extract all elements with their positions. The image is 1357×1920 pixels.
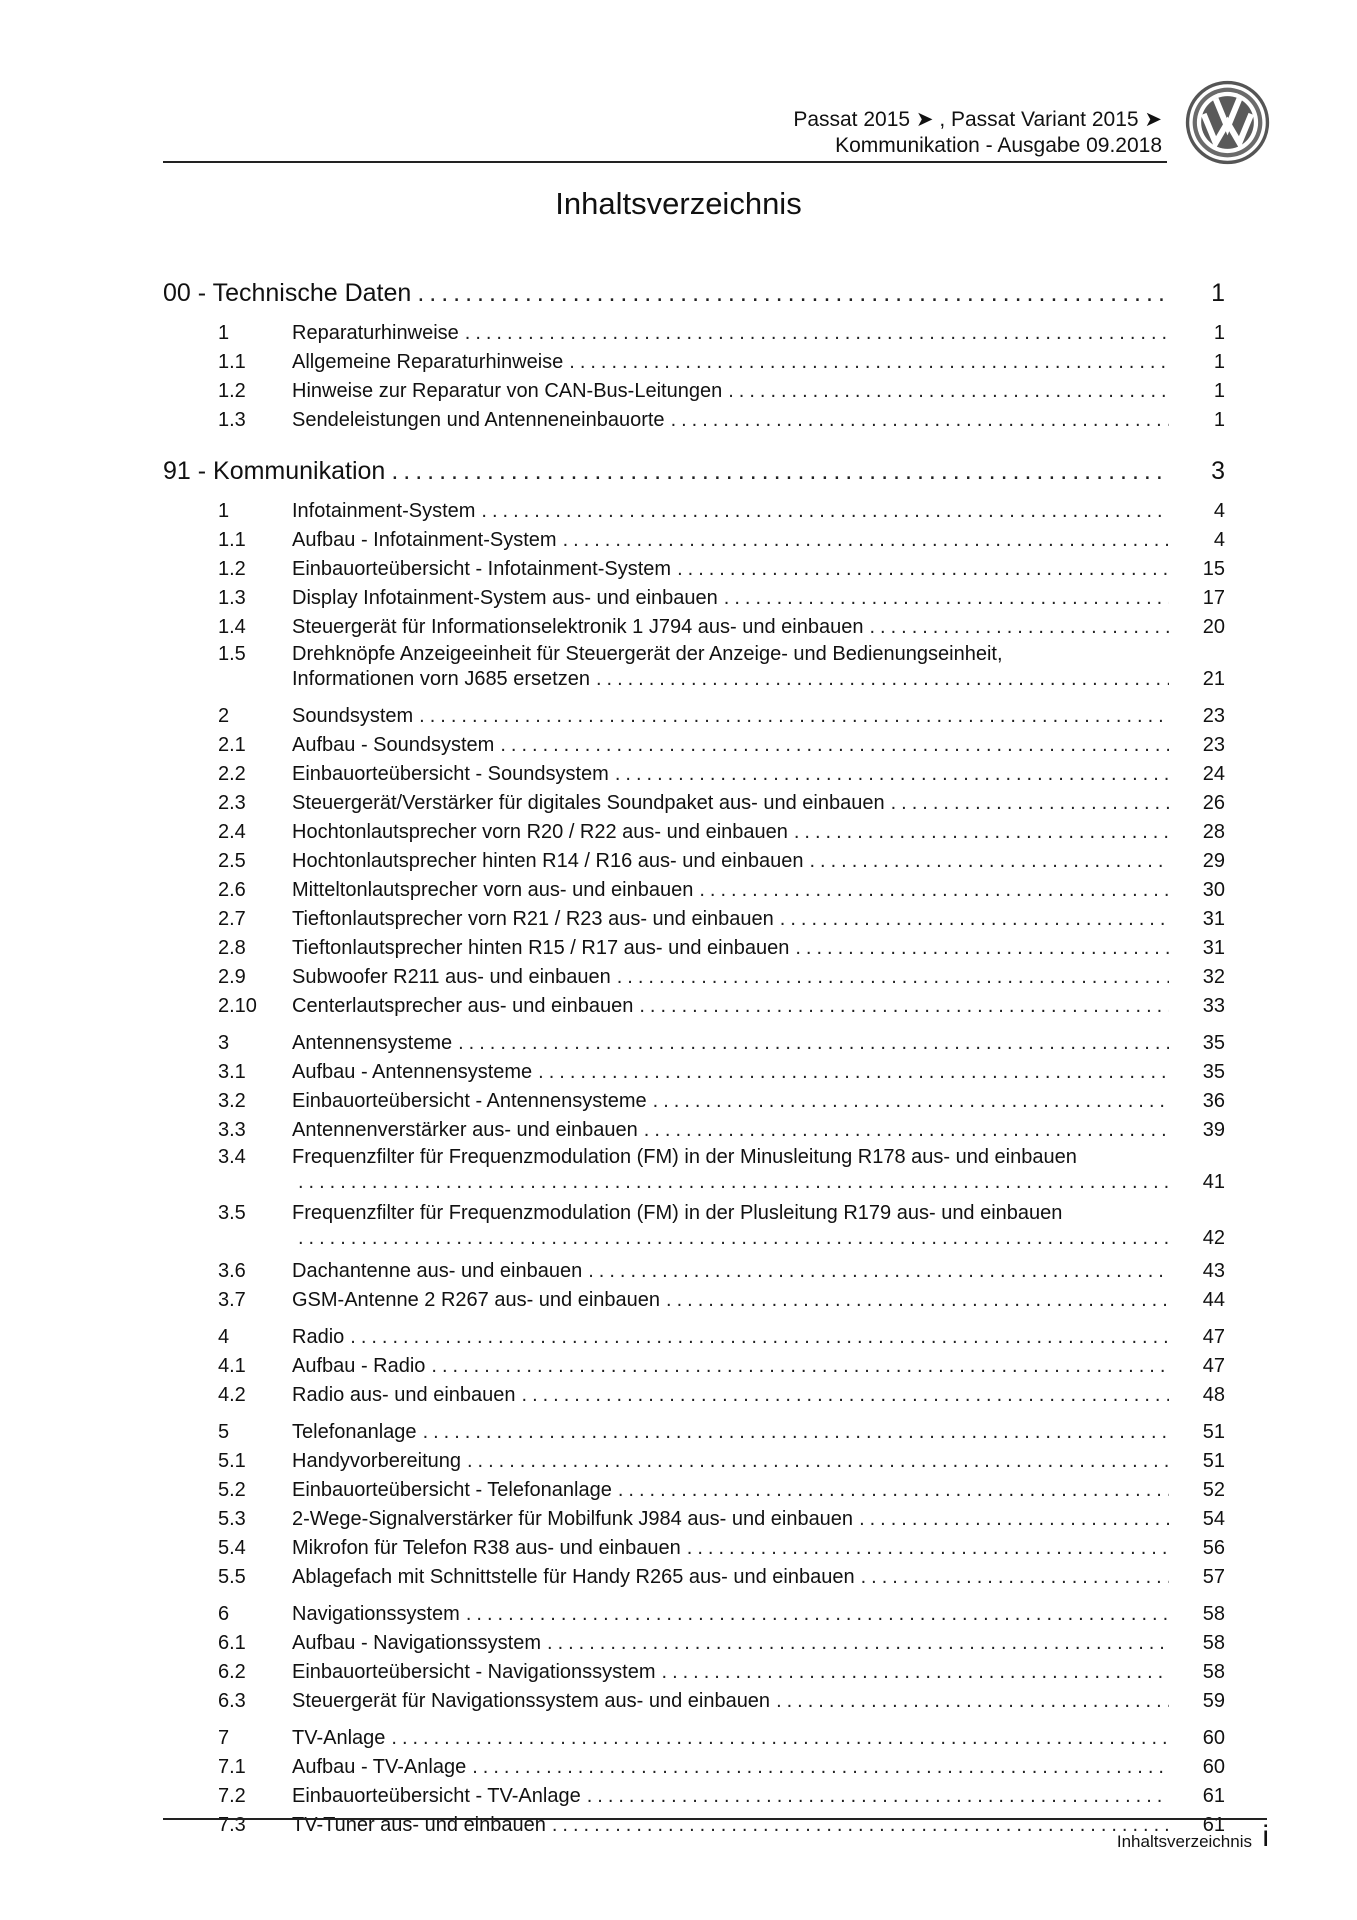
dot-leader xyxy=(522,1384,1169,1407)
toc-entry-page: 47 xyxy=(1202,1355,1225,1377)
toc-entry[interactable] xyxy=(163,1378,1225,1407)
toc-entry-page: 61 xyxy=(1202,1814,1225,1836)
dot-leader xyxy=(617,966,1169,989)
toc-section[interactable] xyxy=(163,1024,1225,1055)
toc-entry-page: 15 xyxy=(1202,558,1225,580)
toc-entry-title: Allgemeine Reparaturhinweise xyxy=(292,351,564,373)
toc-entry-number: 2.4 xyxy=(218,821,246,843)
dot-leader xyxy=(419,705,1169,728)
dot-leader xyxy=(472,1756,1169,1779)
toc-entry-title: 91 - Kommunikation xyxy=(163,457,386,485)
toc-entry-title: Handyvorbereitung xyxy=(292,1450,461,1472)
toc-entry[interactable] xyxy=(163,873,1225,902)
toc-entry-title: GSM-Antenne 2 R267 aus- und einbauen xyxy=(292,1289,661,1311)
toc-entry[interactable] xyxy=(163,931,1225,960)
toc-entry[interactable] xyxy=(163,757,1225,786)
dot-leader xyxy=(500,734,1169,757)
toc-entry-number: 2.7 xyxy=(218,908,246,930)
toc-entry-number: 2.2 xyxy=(218,763,246,785)
toc-entry[interactable] xyxy=(163,1473,1225,1502)
toc-entry-number: 1.2 xyxy=(218,380,246,402)
toc-chapter[interactable] xyxy=(163,438,1225,486)
toc-entry[interactable] xyxy=(163,1254,1225,1283)
header-models: Passat 2015 ➤ , Passat Variant 2015 ➤ xyxy=(793,108,1162,131)
toc-entry-page: 17 xyxy=(1202,587,1225,609)
toc-entry-number: 1.3 xyxy=(218,409,246,431)
toc-entry-number: 2.10 xyxy=(218,995,257,1017)
toc-entry-title-continued: Informationen vorn J685 ersetzen xyxy=(292,668,590,690)
toc-entry-number: 3.1 xyxy=(218,1061,246,1083)
dot-leader xyxy=(699,879,1169,902)
dot-leader xyxy=(538,1061,1169,1084)
toc-entry-title: Tieftonlautsprecher vorn R21 / R23 aus- und einbauen xyxy=(292,908,774,930)
toc-entry-number: 2.3 xyxy=(218,792,246,814)
toc-entry-page: 56 xyxy=(1202,1537,1225,1559)
toc-entry-title: 2-Wege-Signalverstärker für Mobilfunk J984 aus- und einbauen xyxy=(292,1508,854,1530)
toc-entry-page: 43 xyxy=(1202,1260,1225,1282)
toc-entry-page: 1 xyxy=(1213,409,1225,431)
toc-entry-number: 5 xyxy=(218,1421,230,1443)
toc-entry-page: 44 xyxy=(1202,1289,1225,1311)
toc-entry-page: 58 xyxy=(1202,1632,1225,1654)
table-of-contents xyxy=(163,260,1225,1837)
toc-entry-number: 7 xyxy=(218,1727,230,1749)
dot-leader xyxy=(596,668,1169,691)
toc-entry-number: 5.1 xyxy=(218,1450,246,1472)
dot-leader xyxy=(423,1421,1169,1444)
dot-leader xyxy=(728,380,1169,403)
toc-entry-title: Aufbau - Soundsystem xyxy=(292,734,495,756)
toc-entry[interactable] xyxy=(163,1142,1225,1194)
toc-entry-number: 5.5 xyxy=(218,1566,246,1588)
dot-leader xyxy=(588,1260,1169,1283)
toc-entry[interactable] xyxy=(163,1502,1225,1531)
toc-entry-page: 1 xyxy=(1213,351,1225,373)
toc-entry[interactable] xyxy=(163,523,1225,552)
toc-entry-page: 58 xyxy=(1202,1661,1225,1683)
toc-entry-page: 59 xyxy=(1202,1690,1225,1712)
toc-entry-title: Frequenzfilter für Frequenzmodulation (FM) in der Plusleitung R179 aus- und einbauen xyxy=(292,1202,1063,1224)
toc-entry-number: 4.1 xyxy=(218,1355,246,1377)
toc-entry-page: 33 xyxy=(1202,995,1225,1017)
toc-entry-title: TV-Anlage xyxy=(292,1727,386,1749)
toc-entry[interactable] xyxy=(163,1779,1225,1808)
toc-entry-title: Aufbau - TV-Anlage xyxy=(292,1756,467,1778)
header-divider xyxy=(163,161,1167,163)
toc-entry-page: 51 xyxy=(1202,1450,1225,1472)
toc-entry[interactable] xyxy=(163,1055,1225,1084)
toc-entry[interactable] xyxy=(163,1808,1225,1837)
toc-entry[interactable] xyxy=(163,639,1225,691)
toc-entry-page: 31 xyxy=(1202,908,1225,930)
dot-leader xyxy=(795,937,1169,960)
toc-entry-number: 4.2 xyxy=(218,1384,246,1406)
toc-entry[interactable] xyxy=(163,581,1225,610)
toc-entry-page: 1 xyxy=(1213,380,1225,402)
toc-entry-title: Dachantenne aus- und einbauen xyxy=(292,1260,583,1282)
toc-entry-number: 3.3 xyxy=(218,1119,246,1141)
dot-leader xyxy=(391,1727,1169,1750)
toc-entry-page: 20 xyxy=(1202,616,1225,638)
toc-entry-page: 51 xyxy=(1202,1421,1225,1443)
toc-entry-page: 30 xyxy=(1202,879,1225,901)
toc-entry-number: 5.3 xyxy=(218,1508,246,1530)
toc-chapter[interactable] xyxy=(163,260,1225,308)
toc-entry-page: 1 xyxy=(1211,279,1225,307)
dot-leader xyxy=(687,1537,1169,1560)
toc-entry-page: 39 xyxy=(1202,1119,1225,1141)
toc-entry[interactable] xyxy=(163,786,1225,815)
dot-leader xyxy=(861,1566,1169,1589)
toc-section[interactable] xyxy=(163,1719,1225,1750)
toc-entry[interactable] xyxy=(163,728,1225,757)
toc-entry-number: 1.5 xyxy=(218,643,246,665)
toc-entry-number: 2.8 xyxy=(218,937,246,959)
toc-entry-number: 1 xyxy=(218,500,230,522)
toc-entry[interactable] xyxy=(163,1531,1225,1560)
toc-entry-number: 6.3 xyxy=(218,1690,246,1712)
dot-leader xyxy=(859,1508,1169,1531)
toc-entry-page: 32 xyxy=(1202,966,1225,988)
dot-leader xyxy=(869,616,1169,639)
toc-entry-title: Sendeleistungen und Antenneneinbauorte xyxy=(292,409,665,431)
toc-entry-title: Drehknöpfe Anzeigeeinheit für Steuergerät der Anzeige- und Bedienungseinheit, xyxy=(292,643,1003,665)
toc-entry-title: Hochtonlautsprecher vorn R20 / R22 aus- und einbauen xyxy=(292,821,788,843)
toc-entry-page: 23 xyxy=(1202,734,1225,756)
toc-entry-number: 1.1 xyxy=(218,351,246,373)
toc-entry[interactable] xyxy=(163,815,1225,844)
toc-entry-page: 3 xyxy=(1211,457,1225,485)
toc-entry-title: Einbauorteübersicht - Antennensysteme xyxy=(292,1090,647,1112)
toc-entry-title: TV-Tuner aus- und einbauen xyxy=(292,1814,546,1836)
page-title: Inhaltsverzeichnis xyxy=(555,186,802,221)
toc-section[interactable] xyxy=(163,1413,1225,1444)
toc-entry-page: 24 xyxy=(1202,763,1225,785)
toc-entry-title: Navigationssystem xyxy=(292,1603,460,1625)
toc-entry-number: 1.2 xyxy=(218,558,246,580)
toc-entry[interactable] xyxy=(163,1113,1225,1142)
toc-entry-page: 1 xyxy=(1213,322,1225,344)
toc-entry-title: Frequenzfilter für Frequenzmodulation (FM) in der Minusleitung R178 aus- und einbauen xyxy=(292,1146,1077,1168)
toc-entry-number: 1.4 xyxy=(218,616,246,638)
dot-leader xyxy=(666,1289,1169,1312)
toc-section[interactable] xyxy=(163,697,1225,728)
dot-leader xyxy=(417,279,1169,308)
toc-entry[interactable] xyxy=(163,1444,1225,1473)
toc-entry-page: 61 xyxy=(1202,1785,1225,1807)
toc-entry-title: Subwoofer R211 aus- und einbauen xyxy=(292,966,611,988)
dot-leader xyxy=(776,1690,1169,1713)
dot-leader xyxy=(350,1326,1169,1349)
toc-entry-number: 3.5 xyxy=(218,1202,246,1224)
toc-entry-page: 21 xyxy=(1202,668,1225,690)
dot-leader xyxy=(563,529,1169,552)
toc-entry-number: 4 xyxy=(218,1326,230,1348)
toc-entry-title: Hochtonlautsprecher hinten R14 / R16 aus- und einbauen xyxy=(292,850,804,872)
dot-leader xyxy=(615,763,1169,786)
toc-entry-title: Aufbau - Radio xyxy=(292,1355,426,1377)
toc-entry-page: 29 xyxy=(1202,850,1225,872)
toc-entry-number: 5.2 xyxy=(218,1479,246,1501)
toc-entry-title: Steuergerät für Navigationssystem aus- und einbauen xyxy=(292,1690,771,1712)
dot-leader xyxy=(298,1171,1169,1194)
toc-entry-title: Einbauorteübersicht - Infotainment-System xyxy=(292,558,672,580)
toc-entry-number: 2.9 xyxy=(218,966,246,988)
toc-entry-number: 6 xyxy=(218,1603,230,1625)
toc-entry-title: Einbauorteübersicht - Soundsystem xyxy=(292,763,609,785)
toc-entry[interactable] xyxy=(163,1560,1225,1589)
dot-leader xyxy=(891,792,1169,815)
toc-entry[interactable] xyxy=(163,989,1225,1018)
toc-entry-title: Ablagefach mit Schnittstelle für Handy R265 aus- und einbauen xyxy=(292,1566,855,1588)
dot-leader xyxy=(458,1032,1169,1055)
dot-leader xyxy=(547,1632,1169,1655)
toc-section[interactable] xyxy=(163,492,1225,523)
toc-entry-number: 1.3 xyxy=(218,587,246,609)
toc-entry[interactable] xyxy=(163,403,1225,432)
toc-entry-number: 2.1 xyxy=(218,734,246,756)
toc-entry-page: 35 xyxy=(1202,1061,1225,1083)
toc-entry[interactable] xyxy=(163,552,1225,581)
toc-entry-page: 57 xyxy=(1202,1566,1225,1588)
toc-entry-title: 00 - Technische Daten xyxy=(163,279,412,307)
toc-entry-page: 58 xyxy=(1202,1603,1225,1625)
toc-entry-title: Mikrofon für Telefon R38 aus- und einbauen xyxy=(292,1537,681,1559)
dot-leader xyxy=(794,821,1169,844)
toc-entry[interactable] xyxy=(163,1198,1225,1250)
toc-entry-page: 41 xyxy=(1202,1171,1225,1193)
vw-logo-icon xyxy=(1185,80,1270,165)
toc-entry-title: Aufbau - Antennensysteme xyxy=(292,1061,533,1083)
dot-leader xyxy=(391,457,1169,486)
toc-entry-number: 6.1 xyxy=(218,1632,246,1654)
dot-leader xyxy=(639,995,1169,1018)
toc-entry[interactable] xyxy=(163,1684,1225,1713)
toc-entry-title: Steuergerät/Verstärker für digitales Soundpaket aus- und einbauen xyxy=(292,792,885,814)
toc-entry[interactable] xyxy=(163,1750,1225,1779)
dot-leader xyxy=(780,908,1169,931)
dot-leader xyxy=(587,1785,1169,1808)
toc-entry-number: 3.4 xyxy=(218,1146,246,1168)
toc-entry[interactable] xyxy=(163,610,1225,639)
toc-section[interactable] xyxy=(163,314,1225,345)
toc-entry-title: Einbauorteübersicht - TV-Anlage xyxy=(292,1785,581,1807)
dot-leader xyxy=(662,1661,1169,1684)
footer-divider xyxy=(163,1818,1267,1820)
toc-entry-page: 60 xyxy=(1202,1727,1225,1749)
toc-entry[interactable] xyxy=(163,902,1225,931)
dot-leader xyxy=(431,1355,1169,1378)
toc-entry-number: 6.2 xyxy=(218,1661,246,1683)
toc-entry-number: 2 xyxy=(218,705,230,727)
footer-page-number: i xyxy=(1262,1820,1269,1853)
footer-label: Inhaltsverzeichnis xyxy=(1116,1832,1252,1851)
toc-entry-page: 4 xyxy=(1213,500,1225,522)
toc-entry-number: 3.7 xyxy=(218,1289,246,1311)
toc-entry-number: 7.3 xyxy=(218,1814,246,1836)
toc-entry-title: Tieftonlautsprecher hinten R15 / R17 aus- und einbauen xyxy=(292,937,790,959)
header-subtitle: Kommunikation - Ausgabe 09.2018 xyxy=(835,134,1162,157)
toc-entry-number: 5.4 xyxy=(218,1537,246,1559)
toc-entry-page: 52 xyxy=(1202,1479,1225,1501)
toc-entry-title: Soundsystem xyxy=(292,705,414,727)
toc-entry-page: 48 xyxy=(1202,1384,1225,1406)
toc-entry-page: 28 xyxy=(1202,821,1225,843)
toc-section[interactable] xyxy=(163,1595,1225,1626)
toc-entry-page: 4 xyxy=(1213,529,1225,551)
dot-leader xyxy=(653,1090,1169,1113)
dot-leader xyxy=(466,1603,1169,1626)
dot-leader xyxy=(298,1227,1169,1250)
toc-entry[interactable] xyxy=(163,1283,1225,1312)
toc-entry-number: 2.6 xyxy=(218,879,246,901)
toc-entry-title: Hinweise zur Reparatur von CAN-Bus-Leitungen xyxy=(292,380,723,402)
toc-entry-number: 7.2 xyxy=(218,1785,246,1807)
toc-section[interactable] xyxy=(163,1318,1225,1349)
toc-entry-title: Einbauorteübersicht - Telefonanlage xyxy=(292,1479,612,1501)
toc-entry-number: 3.2 xyxy=(218,1090,246,1112)
toc-entry-page: 31 xyxy=(1202,937,1225,959)
dot-leader xyxy=(671,409,1169,432)
toc-entry[interactable] xyxy=(163,960,1225,989)
toc-entry-page: 60 xyxy=(1202,1756,1225,1778)
toc-entry-title: Antennenverstärker aus- und einbauen xyxy=(292,1119,638,1141)
toc-entry[interactable] xyxy=(163,345,1225,374)
toc-entry-number: 3.6 xyxy=(218,1260,246,1282)
toc-entry-page: 36 xyxy=(1202,1090,1225,1112)
toc-entry-number: 1 xyxy=(218,322,230,344)
toc-entry[interactable] xyxy=(163,1626,1225,1655)
dot-leader xyxy=(644,1119,1169,1142)
toc-entry-number: 3 xyxy=(218,1032,230,1054)
toc-entry-title: Reparaturhinweise xyxy=(292,322,459,344)
toc-entry[interactable] xyxy=(163,844,1225,873)
toc-entry[interactable] xyxy=(163,1084,1225,1113)
dot-leader xyxy=(467,1450,1169,1473)
toc-entry-title: Telefonanlage xyxy=(292,1421,417,1443)
toc-entry-title: Mitteltonlautsprecher vorn aus- und einbauen xyxy=(292,879,694,901)
dot-leader xyxy=(618,1479,1169,1502)
toc-entry-page: 35 xyxy=(1202,1032,1225,1054)
dot-leader xyxy=(809,850,1169,873)
toc-entry-title: Infotainment-System xyxy=(292,500,476,522)
toc-entry-page: 42 xyxy=(1202,1227,1225,1249)
toc-entry-title: Radio aus- und einbauen xyxy=(292,1384,516,1406)
dot-leader xyxy=(569,351,1169,374)
toc-entry-title: Radio xyxy=(292,1326,345,1348)
dot-leader xyxy=(677,558,1169,581)
toc-entry-title: Steuergerät für Informationselektronik 1 J794 aus- und einbauen xyxy=(292,616,864,638)
toc-entry-page: 47 xyxy=(1202,1326,1225,1348)
toc-entry[interactable] xyxy=(163,1655,1225,1684)
dot-leader xyxy=(481,500,1169,523)
toc-entry-number: 1.1 xyxy=(218,529,246,551)
toc-entry-title: Centerlautsprecher aus- und einbauen xyxy=(292,995,634,1017)
toc-entry[interactable] xyxy=(163,374,1225,403)
toc-entry-title: Einbauorteübersicht - Navigationssystem xyxy=(292,1661,656,1683)
header-text xyxy=(793,107,1162,159)
toc-entry-page: 23 xyxy=(1202,705,1225,727)
toc-entry[interactable] xyxy=(163,1349,1225,1378)
toc-entry-title: Aufbau - Infotainment-System xyxy=(292,529,557,551)
toc-entry-title: Aufbau - Navigationssystem xyxy=(292,1632,542,1654)
toc-entry-title: Antennensysteme xyxy=(292,1032,453,1054)
toc-entry-page: 26 xyxy=(1202,792,1225,814)
toc-entry-page: 54 xyxy=(1202,1508,1225,1530)
toc-entry-title: Display Infotainment-System aus- und einbauen xyxy=(292,587,718,609)
toc-entry-number: 7.1 xyxy=(218,1756,246,1778)
dot-leader xyxy=(724,587,1169,610)
dot-leader xyxy=(465,322,1169,345)
toc-entry-number: 2.5 xyxy=(218,850,246,872)
